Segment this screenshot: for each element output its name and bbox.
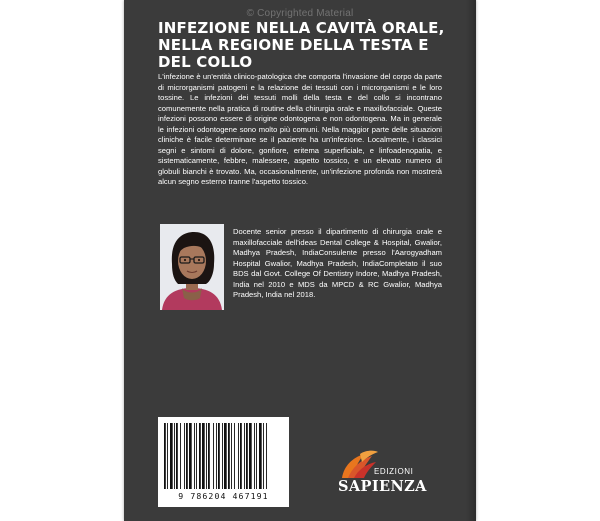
author-portrait-image bbox=[160, 224, 224, 310]
title-line: DEL COLLO bbox=[158, 53, 253, 71]
barcode-bar bbox=[164, 423, 166, 489]
barcode-bar bbox=[234, 423, 235, 489]
book-back-cover bbox=[124, 0, 476, 521]
barcode-bar bbox=[189, 423, 192, 489]
barcode-bar bbox=[240, 423, 242, 489]
barcode-bar bbox=[196, 423, 197, 489]
barcode-bar bbox=[218, 423, 220, 489]
publisher-logo bbox=[336, 448, 427, 508]
spine-shadow bbox=[466, 0, 476, 521]
book-description: L'infezione è un'entità clinico-patologica che comporta l'invasione del corpo da parte di microrganismi patogeni e la relazione dei tessuti con i microrganismi e le loro tossine. Le infezioni dei tessuti molli della testa e del collo si incontrano comunemente nella pratica di routine della chirurgia orale e maxillofacciale. Queste infezioni possono essere di origine odontogena e non odontogena. Ma in generale le infezioni odontogene sono molto più comuni. Nella maggior parte delle situazioni cliniche è facile determinare se il paziente ha un'infezione. Localmente, i classici segni e sintomi di dolore, gonfiore, eritema superficiale, e linfoadenopatia, e sistematicamente, febbre, malessere, aspetto tossico, e un elevato numero di globuli bianchi è trovato. Ma, occasionalmente, un'infezione profonda non mostrerà alcun segno esterno tranne l'aspetto tossico. bbox=[158, 72, 442, 186]
publisher-imprint: EDIZIONI bbox=[374, 467, 414, 476]
barcode-bar bbox=[254, 423, 255, 489]
barcode-bar bbox=[256, 423, 257, 489]
barcode-bar bbox=[244, 423, 245, 489]
barcode-bar bbox=[176, 423, 178, 489]
publisher-name: SAPIENZA bbox=[338, 478, 427, 495]
barcode-bar bbox=[266, 423, 267, 489]
isbn-number: 9 786204 467191 bbox=[178, 491, 269, 501]
barcode-bar bbox=[174, 423, 175, 489]
barcode-bar bbox=[208, 423, 210, 489]
author-portrait bbox=[160, 224, 224, 310]
barcode-bar bbox=[246, 423, 248, 489]
barcode-bars bbox=[164, 423, 283, 489]
barcode-bar bbox=[194, 423, 195, 489]
copyright-watermark: © Copyrighted Material bbox=[246, 8, 354, 19]
barcode-bar bbox=[249, 423, 252, 489]
barcode-bar bbox=[263, 423, 264, 489]
title-line: INFEZIONE NELLA CAVITÀ ORALE, bbox=[158, 19, 445, 37]
barcode-bar bbox=[180, 423, 181, 489]
barcode-bar bbox=[184, 423, 185, 489]
barcode-bar bbox=[167, 423, 168, 489]
author-bio: Docente senior presso il dipartimento di chirurgia orale e maxillofacciale dell'ideas Dental College & Hospital, Gwalior, Madhya Pradesh, IndiaConsulente presso l'Aarogyadham Hospital Gwalior, Madhya Pradesh, IndiaCompletato il suo BDS dal Govt. College Of Dentistry Indore, Madhya Pradesh, India nel 2010 e MDS da MPCD & RC Gwalior, Madhya Pradesh, India nel 2018. bbox=[233, 227, 442, 299]
barcode-bar bbox=[238, 423, 239, 489]
barcode-bar bbox=[202, 423, 205, 489]
book-title bbox=[158, 20, 458, 71]
barcode-bar bbox=[199, 423, 201, 489]
barcode-bar bbox=[186, 423, 188, 489]
barcode-bar bbox=[206, 423, 207, 489]
barcode-bar bbox=[224, 423, 227, 489]
barcode-bar bbox=[213, 423, 214, 489]
barcode-bar bbox=[170, 423, 173, 489]
barcode-bar bbox=[228, 423, 230, 489]
title-line: NELLA REGIONE DELLA TESTA E bbox=[158, 36, 429, 54]
isbn-barcode bbox=[158, 417, 289, 507]
barcode-bar bbox=[231, 423, 232, 489]
barcode-bar bbox=[259, 423, 262, 489]
barcode-bar bbox=[216, 423, 217, 489]
barcode-bar bbox=[222, 423, 223, 489]
